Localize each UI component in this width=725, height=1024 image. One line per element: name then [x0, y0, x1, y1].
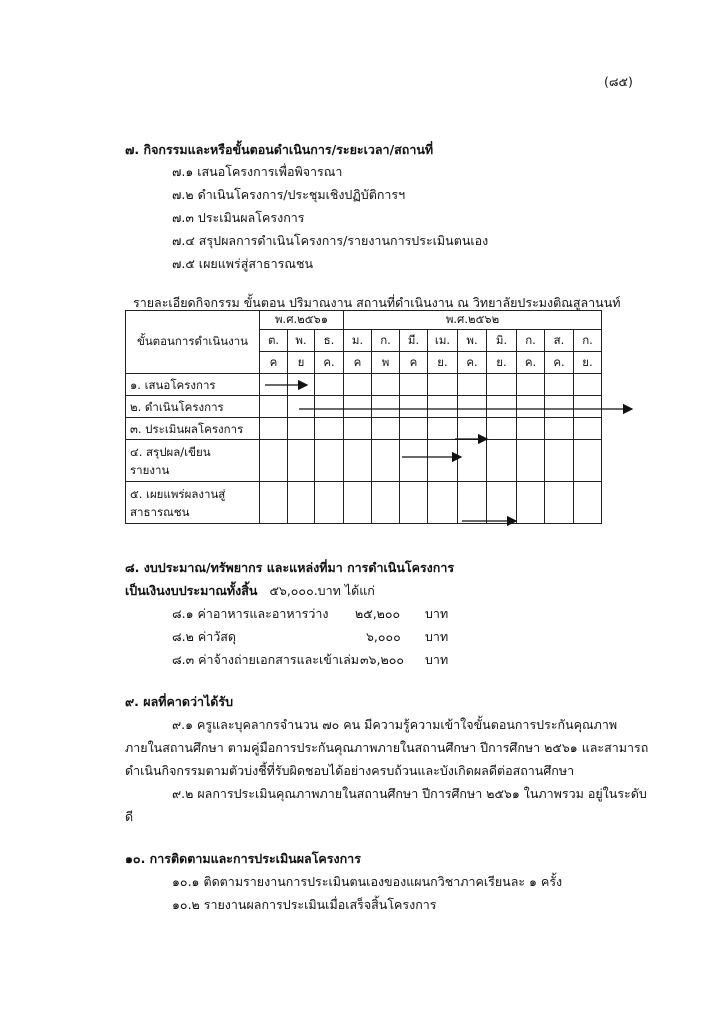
section9-p1-line1: ๙.๑ ครูและบุคลากรจำนวน ๗๐ คน มีความรู้ความเข้าใจขั้นตอนการประกันคุณภาพ	[172, 717, 618, 732]
timeline-cell	[487, 440, 517, 482]
timeline-cell	[517, 396, 545, 418]
step-label-2	[126, 396, 260, 418]
section7-item-2: ๗.๒ ดำเนินโครงการ/ประชุมเชิงปฏิบัติการฯ	[172, 187, 406, 202]
month-bottom-3: ค	[344, 352, 372, 374]
timeline-cell	[260, 418, 288, 440]
timeline-cell	[344, 396, 372, 418]
budget-item-2-unit: บาท	[425, 629, 449, 644]
timeline-cell	[372, 418, 400, 440]
step-label-line1: ๒. ดำเนินโครงการ	[130, 399, 224, 414]
step-label-line1: ๓. ประเมินผลโครงการ	[130, 421, 244, 436]
section9-heading: ๙. ผลที่คาดว่าได้รับ	[125, 694, 234, 709]
timeline-cell	[400, 482, 428, 524]
timeline-cell	[458, 374, 487, 396]
budget-item-1-label: ๘.๑ ค่าอาหารและอาหารว่าง	[172, 606, 329, 621]
timeline-cell	[288, 440, 315, 482]
year-header-2562: พ.ศ.๒๕๖๒	[344, 311, 602, 330]
budget-item-3-amount: ๓๖,๒๐๐	[360, 652, 404, 667]
timeline-cell	[574, 396, 602, 418]
section9-p1-line3: ดำเนินกิจกรรมตามตัวบ่งชี้ที่รับผิดชอบได้อย่างครบถ้วนและบังเกิดผลดีต่อสถานศึกษา	[125, 763, 575, 778]
timeline-cell	[487, 482, 517, 524]
timeline-cell	[428, 374, 458, 396]
timeline-cell	[400, 418, 428, 440]
timeline-cell	[574, 482, 602, 524]
timeline-cell	[458, 440, 487, 482]
section7-item-1: ๗.๑ เสนอโครงการเพื่อพิจารณา	[172, 164, 343, 179]
year-header-2561: พ.ศ.๒๕๖๑	[260, 311, 344, 330]
timeline-cell	[288, 374, 315, 396]
budget-item-3-unit: บาท	[425, 652, 449, 667]
budget-total-value: ๕๖,๐๐๐.บาท ได้แก่	[269, 583, 375, 598]
section10-heading: ๑๐. การติดตามและการประเมินผลโครงการ	[125, 851, 361, 866]
timeline-cell	[428, 440, 458, 482]
timeline-cell	[315, 374, 344, 396]
section9-p2-line1: ๙.๒ ผลการประเมินคุณภาพภายในสถานศึกษา ปีการศึกษา ๒๕๖๑ ในภาพรวม อยู่ในระดับ	[172, 786, 647, 801]
section8-heading: ๘. งบประมาณ/ทรัพยากร และแหล่งที่มา การดำเนินโครงการ	[125, 560, 455, 575]
timeline-cell	[574, 374, 602, 396]
timeline-cell	[260, 374, 288, 396]
timeline-cell	[517, 374, 545, 396]
month-top-4: ก.	[372, 330, 400, 352]
timeline-cell	[315, 440, 344, 482]
timeline-cell	[487, 418, 517, 440]
timeline-cell	[487, 396, 517, 418]
timeline-cell	[574, 418, 602, 440]
month-top-7: พ.	[458, 330, 487, 352]
step-label-line2: รายงาน	[130, 462, 170, 477]
budget-item-1-unit: บาท	[425, 606, 449, 621]
timeline-cell	[288, 418, 315, 440]
month-bottom-7: ค.	[458, 352, 487, 374]
section7-item-3: ๗.๓ ประเมินผลโครงการ	[172, 210, 305, 225]
month-bottom-8: ย.	[487, 352, 517, 374]
timeline-cell	[372, 482, 400, 524]
timeline-cell	[458, 396, 487, 418]
month-bottom-6: ย.	[428, 352, 458, 374]
section7-item-4: ๗.๔ สรุปผลการดำเนินโครงการ/รายงานการประเมินตนเอง	[172, 233, 489, 248]
month-top-2: ธ.	[315, 330, 344, 352]
timeline-cell	[315, 482, 344, 524]
timeline-cell	[288, 482, 315, 524]
budget-item-3-label: ๘.๓ ค่าจ้างถ่ายเอกสารและเข้าเล่ม	[172, 652, 360, 667]
step-label-line2: สาธารณชน	[130, 504, 190, 519]
step-label-line1: ๑. เสนอโครงการ	[130, 377, 216, 392]
section9-p2-line2: ดี	[125, 809, 134, 824]
timeline-cell	[400, 440, 428, 482]
step-column-header: ขั้นตอนการดำเนินงาน	[126, 311, 260, 374]
budget-item-2-amount: ๖,๐๐๐	[366, 629, 401, 644]
month-bottom-5: ค	[400, 352, 428, 374]
timeline-cell	[260, 396, 288, 418]
month-bottom-1: ย	[288, 352, 315, 374]
timeline-cell	[315, 396, 344, 418]
month-top-5: มี.	[400, 330, 428, 352]
budget-item-2-label: ๘.๒ ค่าวัสดุ	[172, 629, 236, 644]
schedule-caption: รายละเอียดกิจกรรม ขั้นตอน ปริมาณงาน สถานที่ดำเนินงาน ณ วิทยาลัยประมงติณสูลานนท์	[133, 295, 621, 310]
timeline-cell	[517, 482, 545, 524]
timeline-cell	[517, 418, 545, 440]
step-label-4	[126, 440, 260, 482]
timeline-cell	[458, 418, 487, 440]
timeline-cell	[517, 440, 545, 482]
section10-item-2: ๑๐.๒ รายงานผลการประเมินเมื่อเสร็จสิ้นโครงการ	[172, 897, 437, 912]
month-bottom-4: พ	[372, 352, 400, 374]
timeline-cell	[372, 440, 400, 482]
page-number: (๘๕)	[604, 74, 633, 89]
timeline-cell	[487, 374, 517, 396]
step-label-line1: ๕. เผยแพร่ผลงานสู่	[130, 486, 226, 501]
month-top-8: มิ.	[487, 330, 517, 352]
timeline-cell	[545, 418, 574, 440]
timeline-cell	[428, 396, 458, 418]
month-bottom-0: ค	[260, 352, 288, 374]
month-top-1: พ.	[288, 330, 315, 352]
timeline-cell	[372, 374, 400, 396]
section9-p1-line2: ภายในสถานศึกษา ตามคู่มือการประกันคุณภาพภายในสถานศึกษา ปีการศึกษา ๒๕๖๑ และสามารถ	[125, 740, 649, 755]
timeline-cell	[545, 440, 574, 482]
month-top-9: ก.	[517, 330, 545, 352]
timeline-cell	[458, 482, 487, 524]
timeline-cell	[428, 482, 458, 524]
section7-item-5: ๗.๕ เผยแพร่สู่สาธารณชน	[172, 256, 314, 271]
month-top-3: ม.	[344, 330, 372, 352]
timeline-cell	[545, 482, 574, 524]
timeline-cell	[288, 396, 315, 418]
timeline-cell	[260, 482, 288, 524]
timeline-cell	[400, 374, 428, 396]
budget-total-label: เป็นเงินงบประมาณทั้งสิ้น	[125, 583, 258, 598]
timeline-cell	[344, 440, 372, 482]
step-label-3	[126, 418, 260, 440]
step-label-5	[126, 482, 260, 524]
section10-item-1: ๑๐.๑ ติดตามรายงานการประเมินตนเองของแผนกวิชาภาคเรียนละ ๑ ครั้ง	[172, 874, 563, 889]
timeline-cell	[344, 418, 372, 440]
timeline-cell	[315, 418, 344, 440]
timeline-cell	[400, 396, 428, 418]
schedule-table	[125, 310, 602, 524]
timeline-cell	[545, 374, 574, 396]
timeline-cell	[260, 440, 288, 482]
step-label-1	[126, 374, 260, 396]
step-label-line1: ๔. สรุปผล/เขียน	[130, 444, 211, 459]
timeline-cell	[344, 482, 372, 524]
month-bottom-10: ค.	[545, 352, 574, 374]
month-top-10: ส.	[545, 330, 574, 352]
timeline-cell	[428, 418, 458, 440]
timeline-cell	[344, 374, 372, 396]
month-top-11: ก.	[574, 330, 602, 352]
month-bottom-9: ค.	[517, 352, 545, 374]
month-top-0: ต.	[260, 330, 288, 352]
month-top-6: เม.	[428, 330, 458, 352]
timeline-cell	[574, 440, 602, 482]
section7-heading: ๗. กิจกรรมและหรือขั้นตอนดำเนินการ/ระยะเวลา/สถานที่	[125, 142, 434, 157]
budget-item-1-amount: ๒๕,๒๐๐	[355, 606, 401, 621]
timeline-cell	[545, 396, 574, 418]
month-bottom-11: ย.	[574, 352, 602, 374]
timeline-cell	[372, 396, 400, 418]
month-bottom-2: ค.	[315, 352, 344, 374]
